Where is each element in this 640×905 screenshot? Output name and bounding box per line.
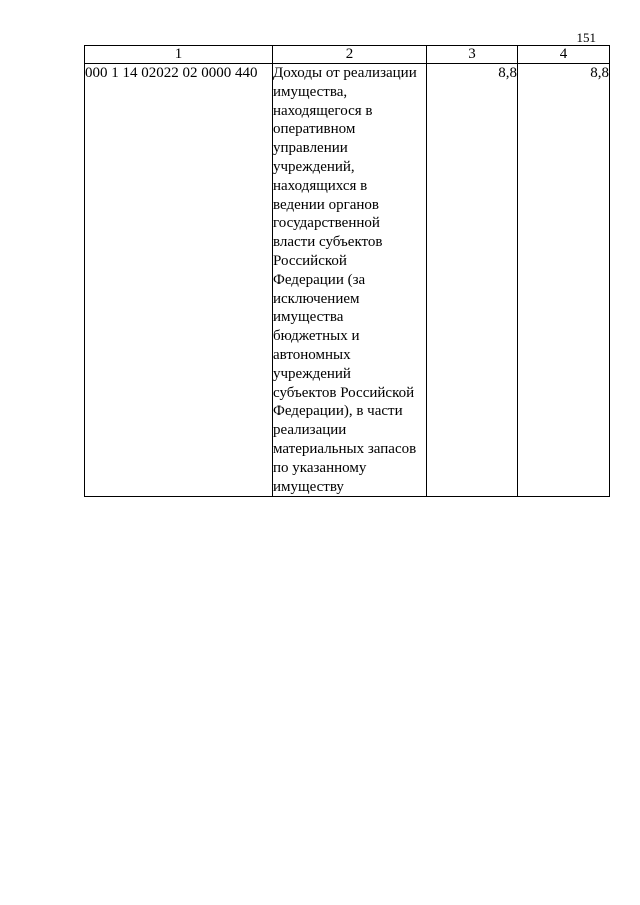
description-line: исключением — [273, 290, 360, 307]
budget-table — [84, 45, 610, 497]
value-cell-col4: 8,8 — [518, 64, 610, 497]
column-header-1: 1 — [85, 46, 273, 64]
description-line: материальных запасов — [273, 440, 417, 457]
table-header-row — [85, 46, 610, 64]
description-line: оперативном — [273, 121, 356, 138]
column-header-2: 2 — [273, 46, 427, 64]
description-line: Доходы от реализации — [273, 65, 417, 81]
description-cell — [273, 64, 427, 497]
description-line: находящегося в — [273, 102, 373, 119]
budget-code-cell: 000 1 14 02022 02 0000 440 — [85, 64, 273, 497]
description-line: имущества, — [273, 83, 348, 100]
description-line: по указанному — [273, 459, 367, 476]
description-line: Федерации (за — [273, 271, 366, 288]
description-line: учреждений — [273, 365, 351, 382]
description-line: ведении органов — [273, 196, 379, 213]
page-number: 151 — [576, 30, 596, 45]
description-line: реализации — [273, 422, 347, 439]
column-header-4: 4 — [518, 46, 610, 64]
column-header-3: 3 — [427, 46, 518, 64]
description-line: субъектов Российской — [273, 384, 415, 401]
description-line: управлении — [273, 140, 348, 157]
description-line: Федерации), в части — [273, 403, 403, 420]
description-line: находящихся в — [273, 177, 368, 194]
description-line: учреждений, — [273, 158, 355, 175]
description-line: имущества — [273, 309, 344, 326]
description-line: бюджетных и — [273, 328, 360, 345]
description-line: власти субъектов — [273, 234, 383, 251]
description-line: государственной — [273, 215, 380, 232]
value-cell-col3: 8,8 — [427, 64, 518, 497]
table-row — [85, 64, 610, 497]
description-line: имуществу — [273, 478, 344, 495]
description-line: автономных — [273, 346, 351, 363]
description-line: Российской — [273, 252, 347, 269]
